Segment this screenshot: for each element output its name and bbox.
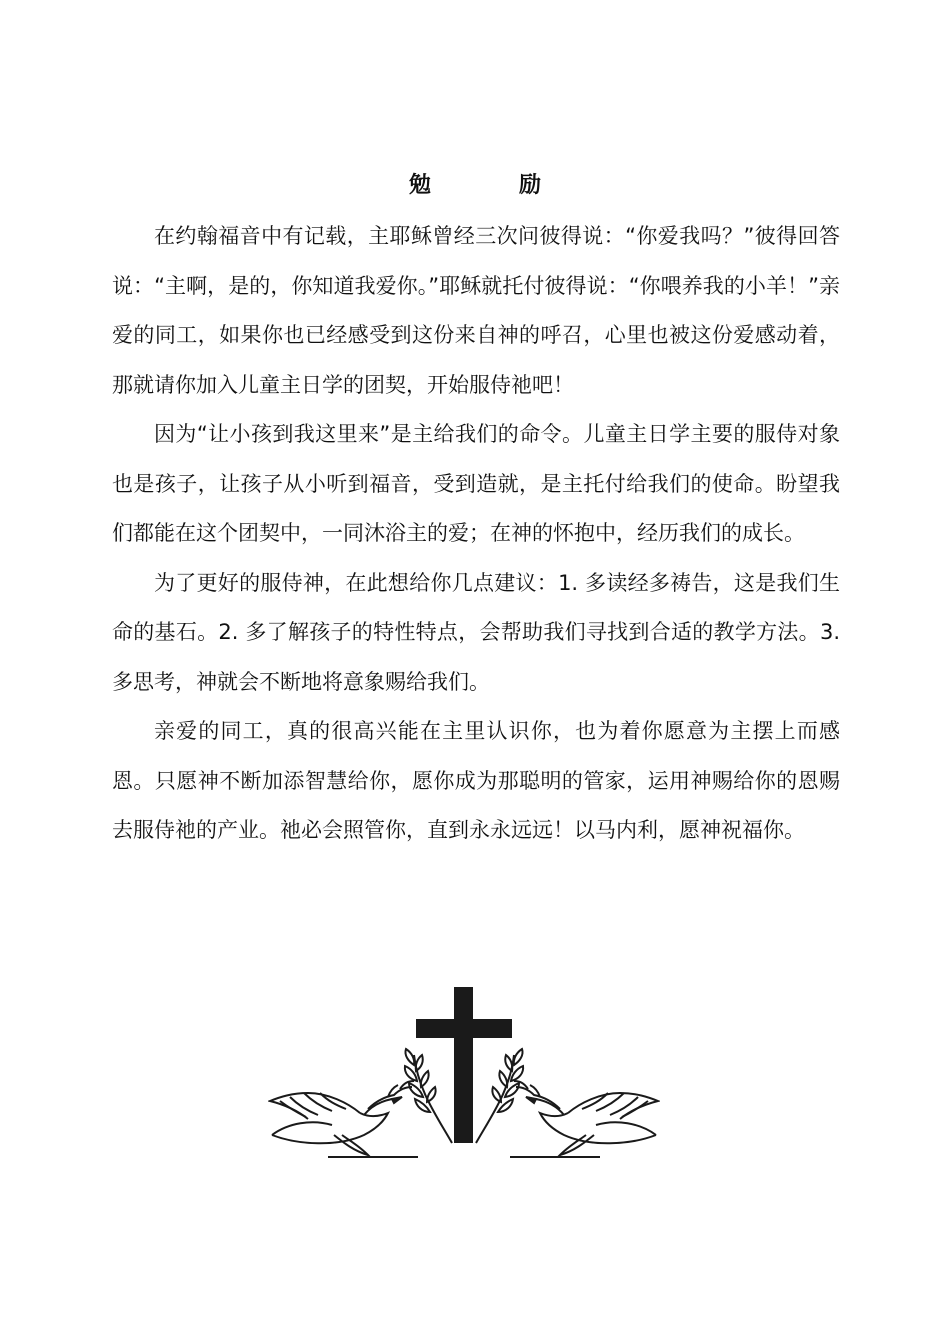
dove-icon (514, 1081, 658, 1155)
paragraph-4: 亲爱的同工，真的很高兴能在主里认识你，也为着你愿意为主摆上而感恩。只愿神不断加添智慧给你，愿你成为那聪明的管家，运用神赐给你的恩赐去服侍祂的产业。祂必会照管你，直到永永远远！以马内利，愿神祝福你。 (112, 719, 840, 842)
cross-doves-emblem (268, 985, 660, 1163)
page-title (0, 168, 950, 199)
paragraph-1: 在约翰福音中有记载，主耶稣曾经三次问彼得说：“你爱我吗？”彼得回答说：“主啊，是的，你知道我爱你。”耶稣就托付彼得说：“你喂养我的小羊！”亲爱的同工，如果你也已经感受到这份来自神的呼召，心里也被这份爱感动着，那就请你加入儿童主日学的团契，开始服侍祂吧！ (112, 224, 840, 397)
wheat-icon (476, 1049, 523, 1143)
paragraph-2: 因为“让小孩到我这里来”是主给我们的命令。儿童主日学主要的服侍对象也是孩子，让孩子从小听到福音，受到造就，是主托付给我们的使命。盼望我们都能在这个团契中，一同沐浴主的爱；在神的怀抱中，经历我们的成长。 (112, 422, 840, 545)
body-text (112, 212, 840, 856)
dove-icon (270, 1081, 414, 1155)
title-char-1: 勉 (408, 173, 431, 198)
wheat-icon (405, 1049, 452, 1143)
title-char-2: 励 (519, 173, 542, 198)
cross-icon (416, 987, 512, 1143)
paragraph-3: 为了更好的服侍神，在此想给你几点建议：1. 多读经多祷告，这是我们生命的基石。2. 多了解孩子的特性特点，会帮助我们寻找到合适的教学方法。3. 多思考，神就会不断地将意象赐给我们。 (112, 570, 840, 694)
